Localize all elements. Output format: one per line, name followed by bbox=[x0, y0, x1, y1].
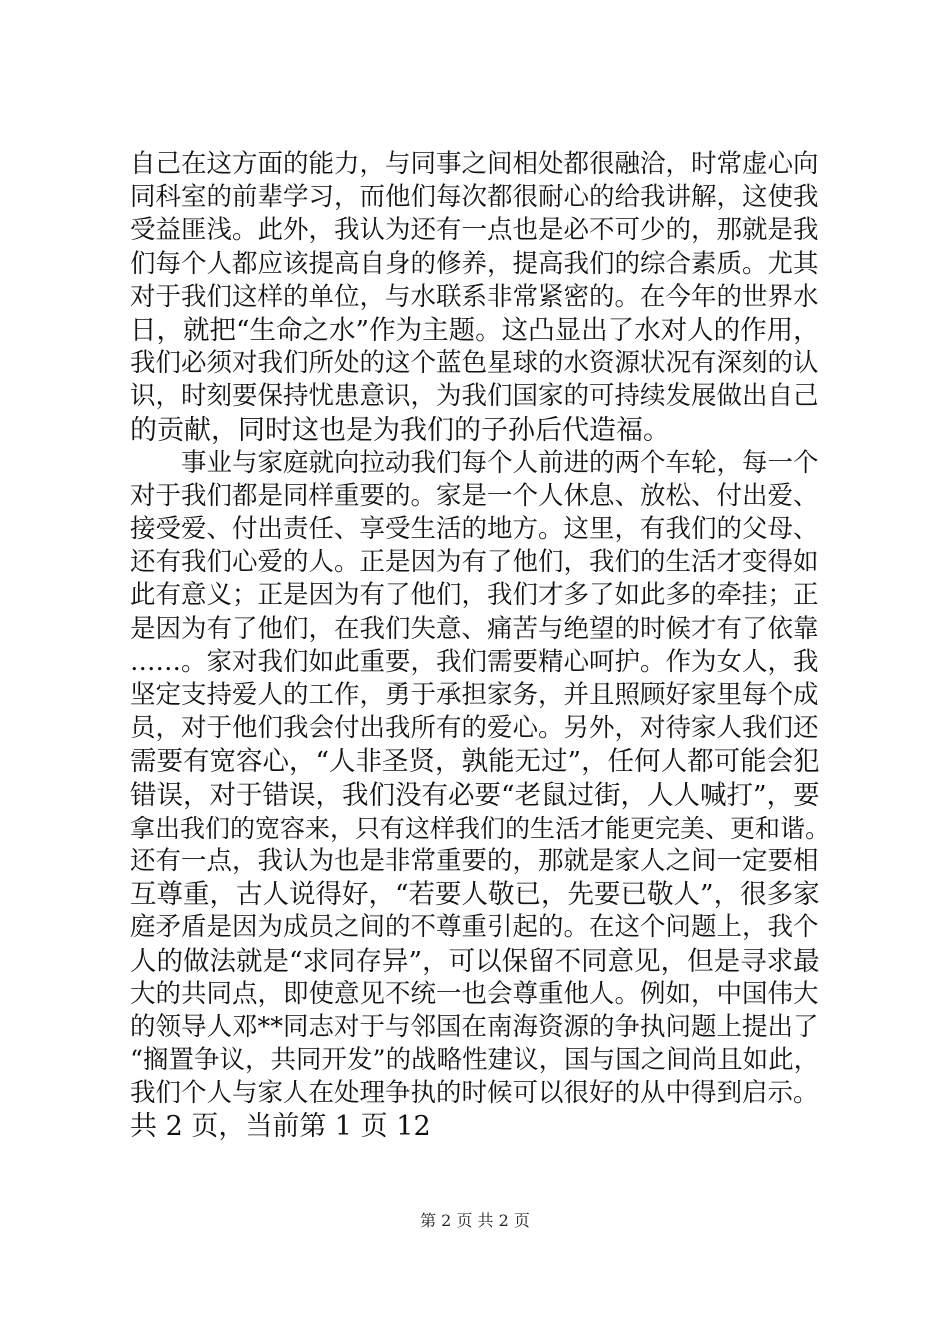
text-line: 同科室的前辈学习，而他们每次都很耐心的给我讲解，这使我 bbox=[130, 182, 819, 213]
text-line: 还有我们心爱的人。正是因为有了他们，我们的生活才变得如 bbox=[130, 547, 819, 578]
text-line: 受益匪浅。此外，我认为还有一点也是必不可少的，那就是我 bbox=[130, 215, 819, 246]
text-line: 错误，对于错误，我们没有必要“老鼠过街，人人喊打”，要 bbox=[130, 779, 820, 811]
text-line: 自己在这方面的能力，与同事之间相处都很融洽，时常虚心向 bbox=[130, 149, 819, 179]
text-line: 庭矛盾是因为成员之间的不尊重引起的。在这个问题上，我个 bbox=[130, 912, 819, 943]
text-line: ……。家对我们如此重要，我们需要精心呵护。作为女人，我 bbox=[130, 646, 819, 677]
text-line: 坚定支持爱人的工作，勇于承担家务，并且照顾好家里每个成 bbox=[130, 680, 819, 710]
text-line: 的贡献，同时这也是为我们的子孙后代造福。 bbox=[130, 414, 670, 446]
text-line: 识，时刻要保持忧患意识，为我们国家的可持续发展做出自己 bbox=[130, 381, 819, 412]
text-line: 接受爱、付出责任、享受生活的地方。这里，有我们的父母、 bbox=[130, 514, 819, 545]
page-footer: 第 2 页 共 2 页 bbox=[420, 1211, 530, 1230]
text-line: 此有意义；正是因为有了他们，我们才多了如此多的牵挂；正 bbox=[130, 580, 819, 611]
text-line: 还有一点，我认为也是非常重要的，那就是家人之间一定要相 bbox=[130, 845, 819, 876]
text-line: 对于我们都是同样重要的。家是一个人休息、放松、付出爱、 bbox=[130, 480, 819, 511]
text-line: 需要有宽容心，“人非圣贤，孰能无过”，任何人都可能会犯 bbox=[130, 746, 820, 778]
text-line: 大的共同点，即使意见不统一也会尊重他人。例如，中国伟大 bbox=[130, 978, 819, 1009]
text-line: 员，对于他们我会付出我所有的爱心。另外，对待家人我们还 bbox=[130, 713, 819, 744]
text-line: 的领导人邓**同志对于与邻国在南海资源的争执问题上提出了 bbox=[130, 1011, 819, 1042]
text-line: 拿出我们的宽容来，只有这样我们的生活才能更完美、更和谐。 bbox=[130, 813, 831, 843]
text-line: 互尊重，古人说得好，“若要人敬已，先要已敬人”，很多家 bbox=[130, 879, 820, 911]
text-line: 事业与家庭就向拉动我们每个人前进的两个车轮，每一个 bbox=[130, 447, 819, 478]
text-line: 是因为有了他们，在我们失意、痛苦与绝望的时候才有了依靠 bbox=[130, 613, 819, 644]
text-line: 日，就把“生命之水”作为主题。这凸显出了水对人的作用， bbox=[130, 314, 820, 346]
text-line: 们每个人都应该提高自身的修养，提高我们的综合素质。尤其 bbox=[130, 248, 819, 279]
page-count-line: 共 2 页，当前第 1 页 12 bbox=[130, 1111, 431, 1143]
text-line: 我们个人与家人在处理争执的时候可以很好的从中得到启示。 bbox=[130, 1078, 819, 1109]
body-text bbox=[130, 148, 830, 1144]
text-line: “搁置争议，共同开发”的战略性建议，国与国之间尚且如此， bbox=[130, 1045, 820, 1076]
text-line: 我们必须对我们所处的这个蓝色星球的水资源状况有深刻的认 bbox=[130, 348, 819, 379]
text-line: 对于我们这样的单位，与水联系非常紧密的。在今年的世界水 bbox=[130, 281, 819, 312]
text-line: 人的做法就是“求同存异”，可以保留不同意见，但是寻求最 bbox=[130, 945, 820, 977]
